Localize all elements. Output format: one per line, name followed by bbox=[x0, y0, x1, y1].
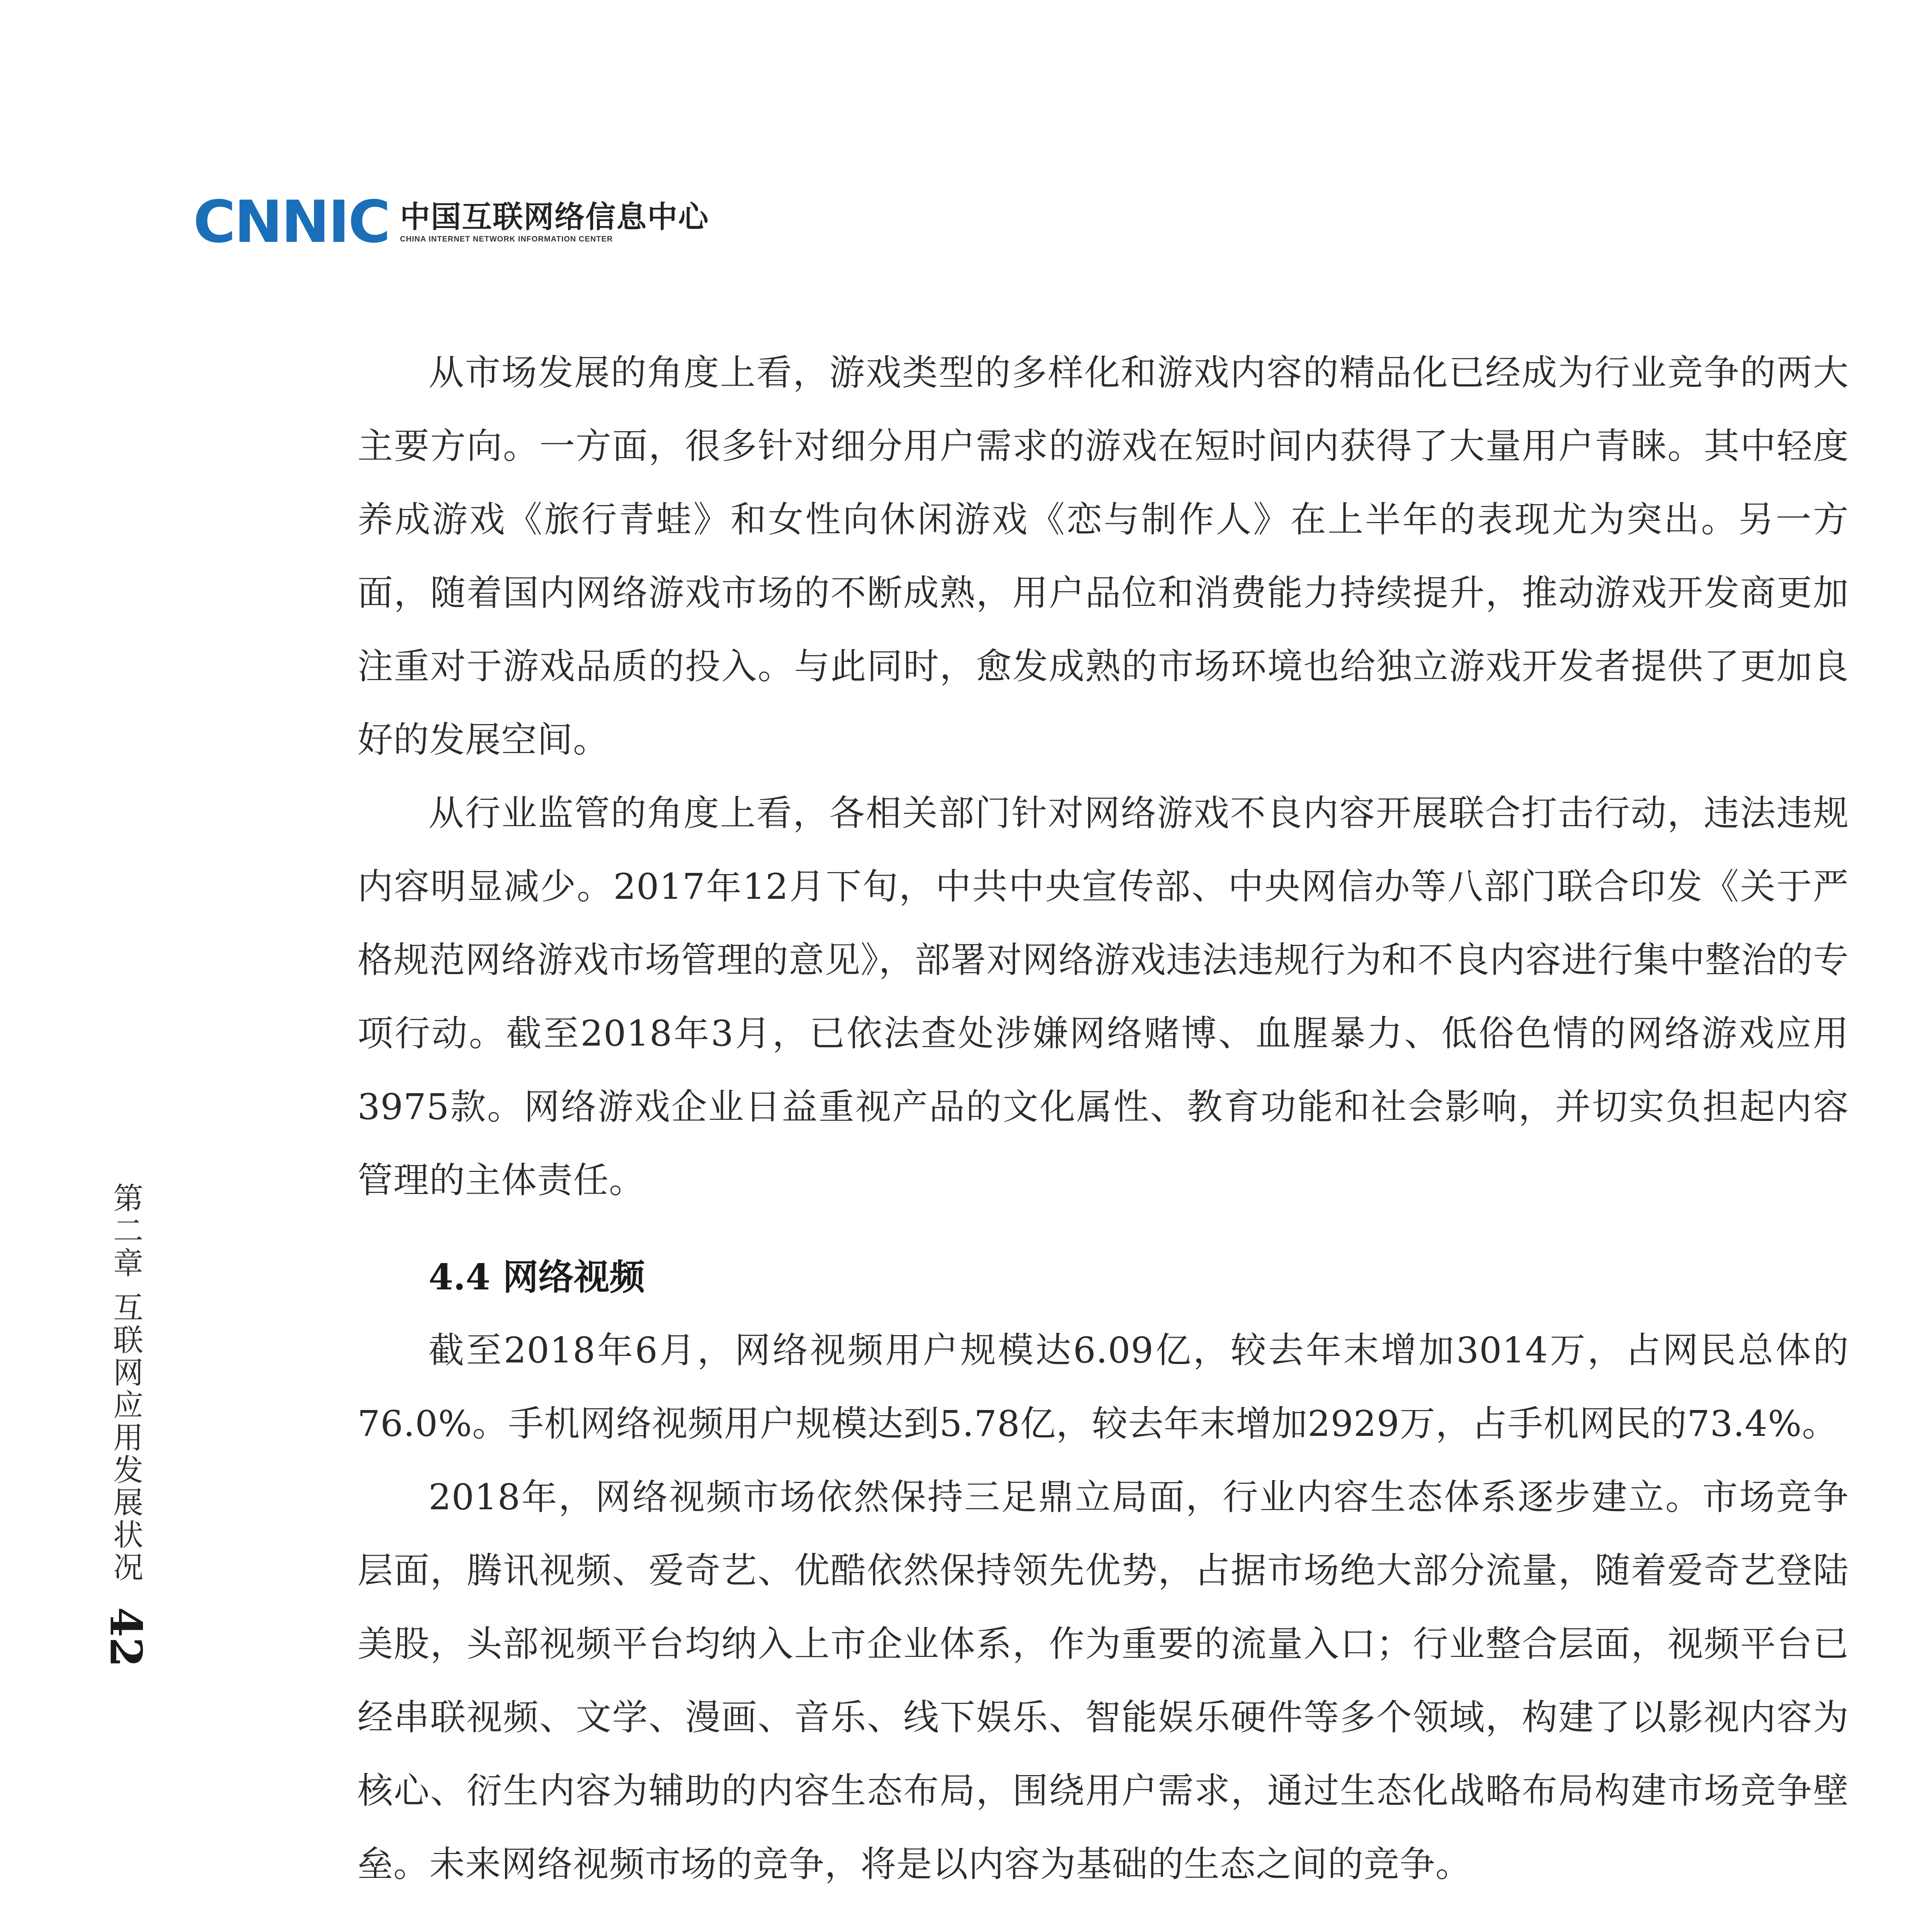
paragraph: 截至2018年6月，网络视频用户规模达6.09亿，较去年末增加3014万，占网民总体的76.0%。手机网络视频用户规模达到5.78亿，较去年末增加2929万，占手机网民的73.4%。 bbox=[357, 1330, 1849, 1444]
paragraph: 从市场发展的角度上看，游戏类型的多样化和游戏内容的精品化已经成为行业竞争的两大主要方向。一方面，很多针对细分用户需求的游戏在短时间内获得了大量用户青睐。其中轻度养成游戏《旅行青蛙》和女性向休闲游戏《恋与制作人》在上半年的表现尤为突出。另一方面，随着国内网络游戏市场的不断成熟，用户品位和消费能力持续提升，推动游戏开发商更加注重对于游戏品质的投入。与此同时，愈发成熟的市场环境也给独立游戏开发者提供了更加良好的发展空间。 bbox=[357, 352, 1849, 760]
main-content bbox=[357, 336, 1849, 1901]
org-name-cn: 中国互联网络信息中心 bbox=[400, 199, 709, 235]
paragraph: 从行业监管的角度上看，各相关部门针对网络游戏不良内容开展联合打击行动，违法违规内容明显减少。2017年12月下旬，中共中央宣传部、中央网信办等八部门联合印发《关于严格规范网络游戏市场管理的意见》，部署对网络游戏违法违规行为和不良内容进行集中整治的专项行动。截至2018年3月，已依法查处涉嫌网络赌博、血腥暴力、低俗色情的网络游戏应用3975款。网络游戏企业日益重视产品的文化属性、教育功能和社会影响，并切实负担起内容管理的主体责任。 bbox=[357, 793, 1849, 1201]
paragraph: 2018年，网络视频市场依然保持三足鼎立局面，行业内容生态体系逐步建立。市场竞争层面，腾讯视频、爱奇艺、优酷依然保持领先优势，占据市场绝大部分流量，随着爱奇艺登陆美股，头部视频平台均纳入上市企业体系，作为重要的流量入口；行业整合层面，视频平台已经串联视频、文学、漫画、音乐、线下娱乐、智能娱乐硬件等多个领域，构建了以影视内容为核心、衍生内容为辅助的内容生态布局，围绕用户需求，通过生态化战略布局构建市场竞争壁垒。未来网络视频市场的竞争，将是以内容为基础的生态之间的竞争。 bbox=[357, 1476, 1849, 1885]
logo-text bbox=[400, 200, 709, 244]
cnnic-logo bbox=[193, 189, 709, 256]
side-chapter-label bbox=[102, 1182, 149, 1723]
logo-mark: CNNIC bbox=[193, 189, 389, 256]
section-heading: 4.4 网络视频 bbox=[429, 1256, 645, 1298]
chapter-title: 第二章 互联网应用发展状况 bbox=[108, 1182, 143, 1584]
org-name-en: CHINA INTERNET NETWORK INFORMATION CENTER bbox=[400, 235, 613, 243]
page-number: 42 bbox=[100, 1607, 151, 1667]
